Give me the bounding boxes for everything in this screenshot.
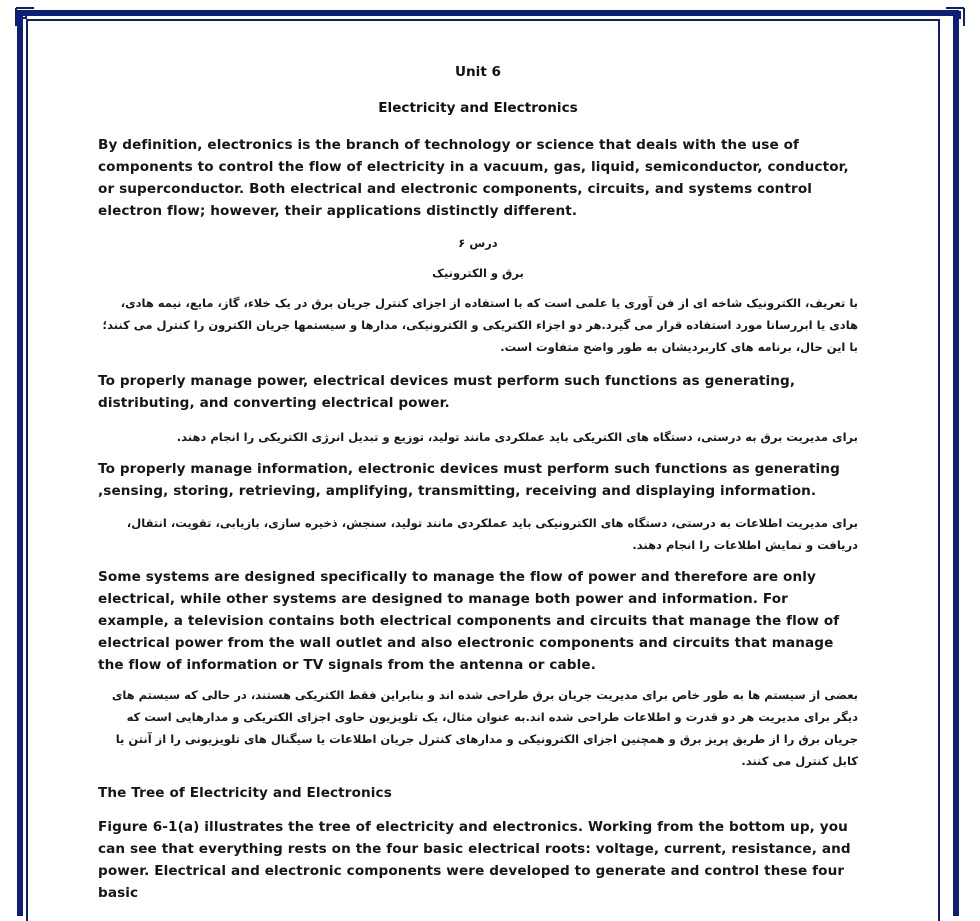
paragraph-tree: Figure 6-1(a) illustrates the tree of electricity and electronics. Working from the bottom up, you can see that everything rests on the four basic electrical roots: voltage, current, resistance, and power. Electrical and electronic components were developed to generate and control these four basic xyxy=(98,819,851,901)
section-heading-tree: The Tree of Electricity and Electronics xyxy=(98,785,392,801)
fa-paragraph-definition: با تعریف، الکترونیک شاخه ای از فن آوری یا علمی است که با استفاده از اجزای کنترل جریان برق در یک خلاء، گاز، مایع، نیمه هادی، هادی یا ابررسانا مورد استفاده قرار می گیرد.هر دو اجزاء الکتریکی و الکترونیکی، مدارها و سیستمها جریان الکترون را کنترل می کنند؛ با این حال، برنامه های کاربردیشان به طور واضح متفاوت است. xyxy=(102,296,858,354)
corner-ornament-icon xyxy=(14,6,36,28)
paragraph-power: To properly manage power, electrical devices must perform such functions as generating, distributing, and converting electrical power. xyxy=(98,373,796,411)
fa-paragraph-power: برای مدیریت برق به درستی، دستگاه های الکتریکی باید عملکردی مانند تولید، توزیع و تبدیل انرژی الکتریکی را انجام دهند. xyxy=(176,430,858,444)
fa-paragraph-systems: بعضی از سیستم ها به طور خاص برای مدیریت جریان برق طراحی شده اند و بنابراین فقط الکتریکی هستند، در حالی که سیستم های دیگر برای مدیریت هر دو قدرت و اطلاعات طراحی شده اند.به عنوان مثال، یک تلویزیون حاوی اجزای الکتریکی و مدارهایی است که جریان برق را از طریق پریز برق و همچنین اجزای الکترونیکی و مدارهای کنترل جریان اطلاعات یا سیگنال های تلویزیونی را از آنتن یا کابل کنترل می کنند. xyxy=(111,688,858,768)
corner-ornament-icon xyxy=(944,6,966,28)
chapter-title: Electricity and Electronics xyxy=(378,100,578,116)
fa-paragraph-information: برای مدیریت اطلاعات به درستی، دستگاه های الکترونیکی باید عملکردی مانند تولید، سنجش، ذخیره سازی، بازیابی، تقویت، انتقال، دریافت و نمایش اطلاعات را انجام دهند. xyxy=(126,516,858,552)
paragraph-information: To properly manage information, electronic devices must perform such functions as generating ,sensing, storing, retrieving, amplifying, transmitting, receiving and displaying information. xyxy=(98,461,840,499)
paragraph-systems: Some systems are designed specifically to manage the flow of power and therefore are only electrical, while other systems are designed to manage both power and information. For example, a television contains both electrical components and circuits that manage the flow of electrical power from the wall outlet and also electronic components and circuits that manage the flow of information or TV signals from the antenna or cable. xyxy=(98,569,840,673)
paragraph-definition: By definition, electronics is the branch of technology or science that deals with the use of components to control the flow of electricity in a vacuum, gas, liquid, semiconductor, conductor, or superconductor. Both electrical and electronic components, circuits, and systems control electron flow; however, their applications distinctly different. xyxy=(98,137,849,219)
fa-chapter-title: برق و الکترونیک xyxy=(432,266,524,280)
fa-unit-heading: درس ۶ xyxy=(458,236,498,250)
unit-heading: Unit 6 xyxy=(454,64,502,80)
